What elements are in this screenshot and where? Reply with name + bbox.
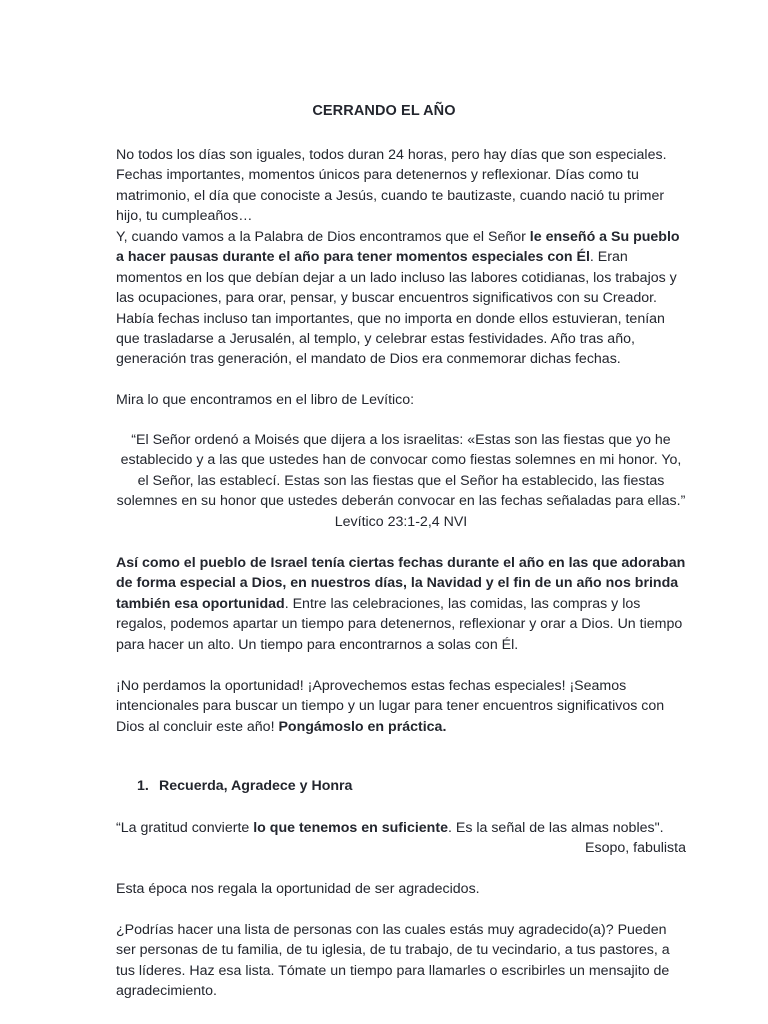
emphasis-text: lo que tenemos en suficiente bbox=[253, 820, 448, 836]
intro-text: No todos los días son iguales, todos duran 24 horas, pero hay días que son especiales. Fechas importantes, momentos únicos para detenernos y reflexionar. Días como tu matrimonio, el día que conociste a Jesús, cuando te bautizaste, cuando nació tu primer hijo, tu cumpleaños… bbox=[116, 147, 667, 225]
call-to-action-paragraph bbox=[116, 676, 686, 737]
intro-paragraph bbox=[116, 145, 686, 227]
text-segment: . Es la señal de las almas nobles". bbox=[447, 820, 664, 836]
leviticus-intro: Mira lo que encontramos en el libro de Levítico: bbox=[116, 392, 415, 408]
gratitude-list-paragraph: ¿Podrías hacer una lista de personas con las cuales estás muy agradecido(a)? Pueden ser personas de tu familia, de tu iglesia, de tu trabajo, de tu vecindario, a tus pastores, a tus líderes. Haz esa lista. Tómate un tiempo para llamarles o escribirles un mensajito de agradecimiento. bbox=[116, 922, 670, 1000]
emphasis-text: Así como el pueblo de Israel tenía ciertas fechas durante el año en las que adoraban de forma especial a Dios, en nuestros días, la Navidad y el fin de un año nos brinda también esa oportunidad bbox=[116, 555, 686, 612]
page-title: CERRANDO EL AÑO bbox=[312, 103, 456, 119]
text-segment: . Entre las celebraciones, las comidas, las compras y los regalos, podemos apartar un tiempo para detenernos, reflexionar y orar a Dios. Un tiempo para hacer un alto. Un tiempo para encontrarnos a solas con Él. bbox=[116, 595, 683, 653]
leviticus-quote: “El Señor ordenó a Moisés que dijera a los israelitas: «Estas son las fiestas que yo he establecido y a las que ustedes han de convocar como fiestas solemnes en mi honor. Yo, el Señor, las establecí. Estas son las fiestas que el Señor ha establecido, las fiestas solemnes en su honor que ustedes deberán convocar en las fechas señaladas para ellas.” Levítico 23:1-2,4 NVI bbox=[116, 432, 686, 530]
season-paragraph: Esta época nos regala la oportunidad de ser agradecidos. bbox=[116, 881, 480, 897]
section-heading bbox=[137, 778, 352, 794]
israel-paragraph bbox=[116, 553, 686, 655]
emphasis-text: Pongámoslo en práctica. bbox=[278, 718, 447, 735]
section-number: 1. bbox=[137, 778, 149, 794]
text-segment: ¡No perdamos la oportunidad! ¡Aprovechemos estas fechas especiales! ¡Seamos intencionales para buscar un tiempo y un lugar para tener encuentros significativos con Dios al concluir este año! bbox=[116, 678, 665, 735]
text-segment: . Eran momentos en los que debían dejar a un lado incluso las labores cotidianas, los trabajos y las ocupaciones, para orar, pensar, y buscar encuentros significativos con su Creador. Había fechas incluso tan importantes, que no importa en donde ellos estuvieran, tenían que trasladarse a Jerusalén, al templo, y celebrar estas festividades. Año tras año, generación tras generación, el mandato de Dios era conmemorar dichas fechas. bbox=[116, 249, 677, 368]
section-title: Recuerda, Agradece y Honra bbox=[159, 778, 353, 794]
emphasis-text: le enseñó a Su pueblo a hacer pausas durante el año para tener momentos especiales con Él bbox=[116, 229, 680, 266]
gratitude-quote bbox=[116, 818, 686, 838]
text-segment: “La gratitud convierte bbox=[116, 820, 254, 836]
quote-author: Esopo, fabulista bbox=[585, 840, 686, 856]
text-segment: Y, cuando vamos a la Palabra de Dios encontramos que el Señor bbox=[116, 229, 530, 245]
word-of-god-paragraph bbox=[116, 227, 686, 370]
